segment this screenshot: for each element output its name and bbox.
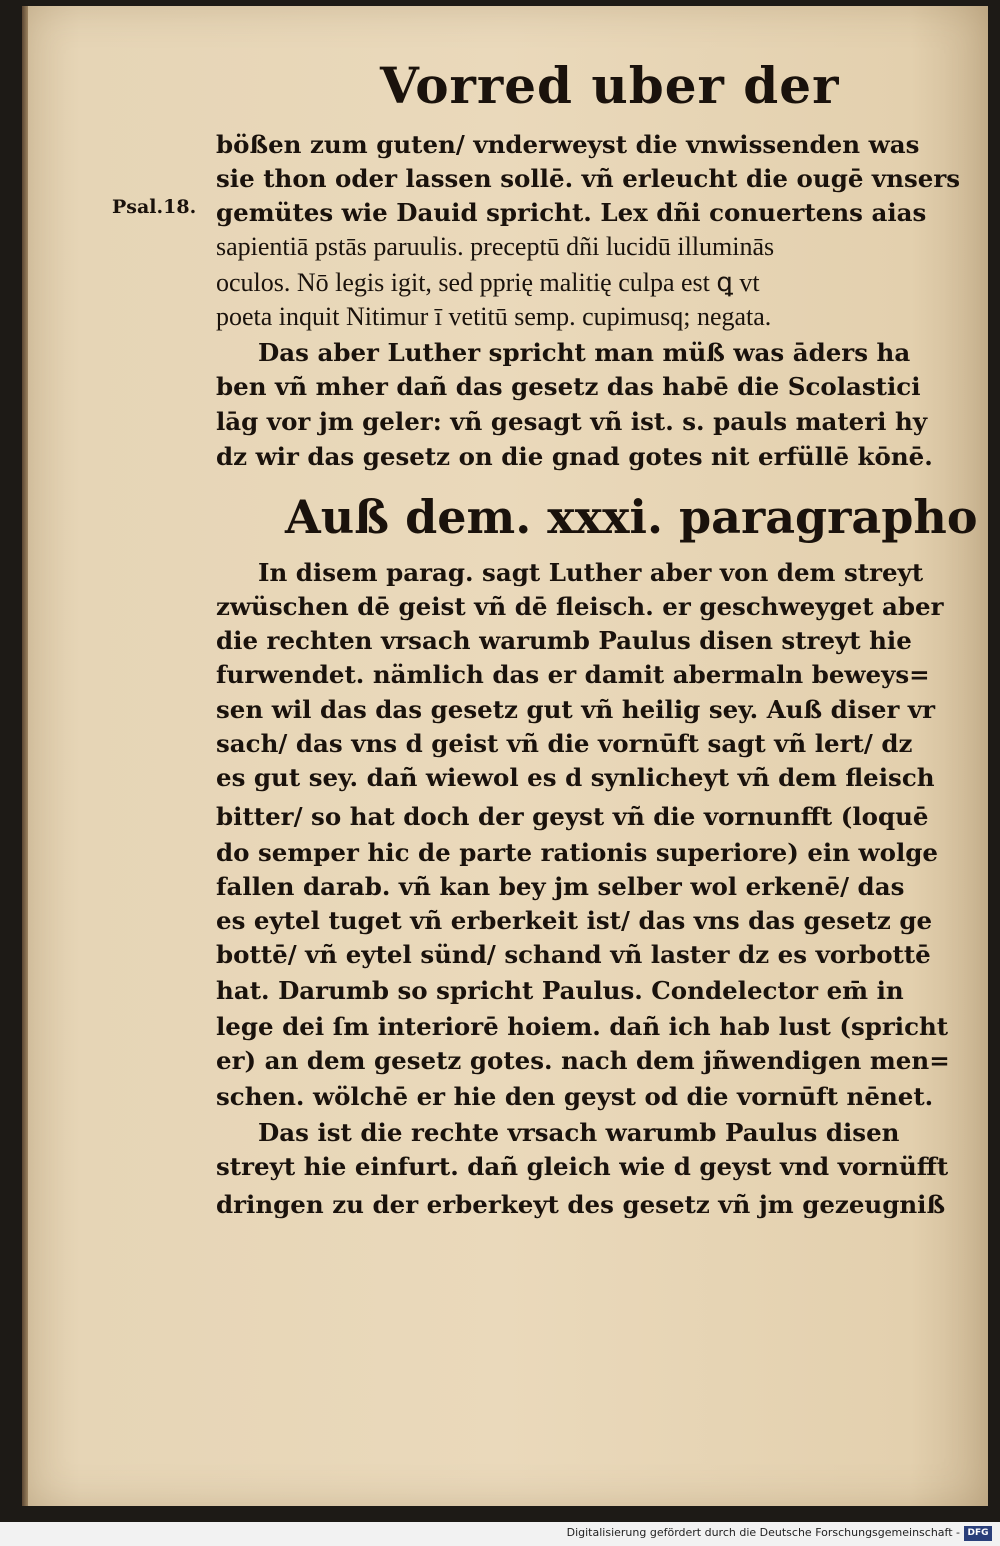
text-line: poeta inquit Nitimur ī vetitū semp. cupimusq; negata. (216, 302, 772, 331)
text-line: streyt hie einfurt. dañ gleich wie d geyst vnd vornüfft (216, 1152, 949, 1181)
text-line: hat. Darumb so spricht Paulus. Condelector em̄ in (216, 976, 904, 1005)
text-line: gemütes wie Dauid spricht. Lex dñi conuertens aias (216, 198, 927, 227)
funding-credit: Digitalisierung gefördert durch die Deutsche Forschungsgemeinschaft - (566, 1526, 960, 1539)
text-line: zwüschen dē geist vñ dē fleisch. er geschweyget aber (216, 592, 944, 621)
digitization-footer (0, 1522, 1000, 1546)
text-line: furwendet. nämlich das er damit abermaln beweys= (216, 660, 930, 689)
page-gutter-edge (22, 6, 28, 1506)
text-line: Das aber Luther spricht man müß was āders ha (258, 338, 911, 367)
text-line: do semper hic de parte rationis superiore) ein wolge (216, 838, 939, 867)
text-line: es gut sey. dañ wiewol es d synlicheyt vñ dem fleisch (216, 763, 935, 792)
text-line: die rechten vrsach warumb Paulus disen streyt hie (216, 626, 912, 655)
text-line: sen wil das das gesetz gut vñ heilig sey. Auß diser vr (216, 695, 936, 724)
dfg-logo: DFG (964, 1526, 992, 1541)
text-line: In disem parag. sagt Luther aber von dem streyt (258, 558, 924, 587)
margin-note: Psal.18. (112, 196, 197, 218)
text-line: oculos. Nō legis igit, sed pprię malitię culpa est ꝗ vt (216, 268, 760, 297)
text-line: sach/ das vns d geist vñ die vornūft sagt vñ lert/ dz (216, 729, 913, 758)
text-line: schen. wölchē er hie den geyst od die vornūft nēnet. (216, 1082, 934, 1111)
text-line: lāg vor jm geler: vñ gesagt vñ ist. s. pauls materi hy (216, 407, 928, 436)
text-line: lege dei ſm interiorē hoiem. dañ ich hab lust (spricht (216, 1012, 949, 1041)
running-head: Vorred uber der (380, 56, 840, 115)
text-line: bößen zum guten/ vnderweyst die vnwissenden was (216, 130, 920, 159)
text-line: Das ist die rechte vrsach warumb Paulus disen (258, 1118, 900, 1147)
text-line: dringen zu der erberkeyt des gesetz vñ jm gezeugniß (216, 1190, 946, 1219)
section-heading: Auß dem. xxxi. paragrapho (285, 490, 978, 544)
text-line: ben vñ mher dañ das gesetz das habē die Scolastici (216, 372, 921, 401)
text-line: dz wir das gesetz on die gnad gotes nit erfüllē kōnē. (216, 442, 933, 471)
text-line: bitter/ so hat doch der geyst vñ die vornunfft (loquē (216, 802, 929, 831)
text-line: bottē/ vñ eytel sünd/ schand vñ laster dz es vorbottē (216, 940, 931, 969)
text-line: es eytel tuget vñ erberkeit ist/ das vns das gesetz ge (216, 906, 933, 935)
text-line: er) an dem gesetz gotes. nach dem jñwendigen men= (216, 1046, 950, 1075)
text-line: sie thon oder lassen sollē. vñ erleucht die ougē vnsers (216, 164, 961, 193)
text-line: fallen darab. vñ kan bey jm selber wol erkenē/ das (216, 872, 905, 901)
text-line: sapientiā pstās paruulis. preceptū dñi lucidū illuminās (216, 232, 775, 261)
